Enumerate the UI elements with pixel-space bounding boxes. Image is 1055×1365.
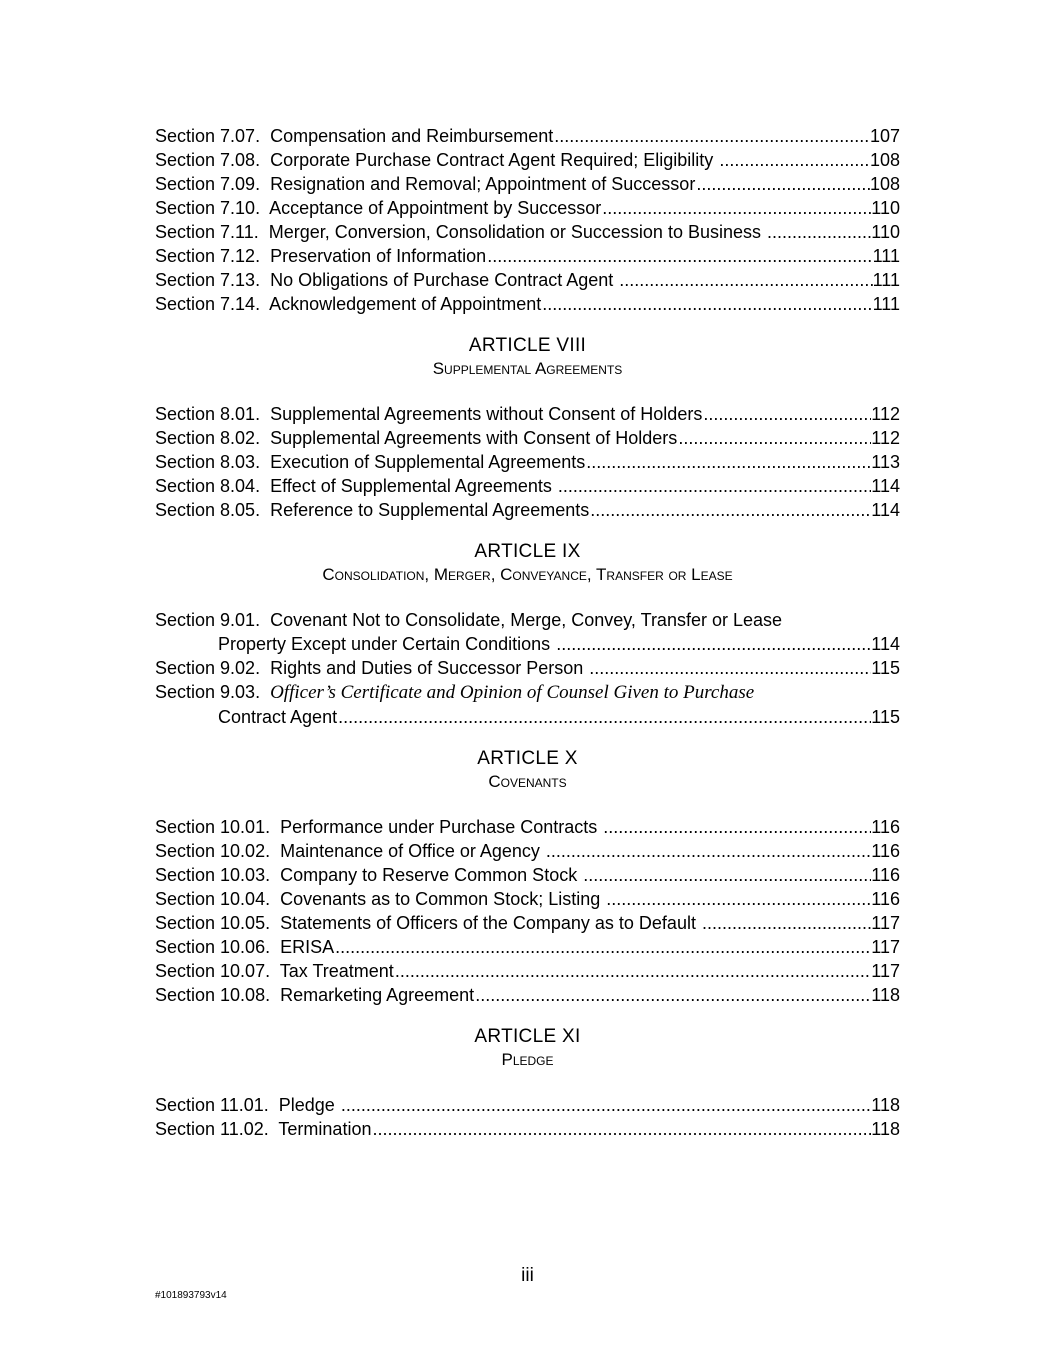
section-title: Section 8.02. Supplemental Agreements with Consent of Holders (155, 428, 678, 448)
section-title: Section 9.02. Rights and Duties of Successor Person (155, 658, 589, 678)
section-title-continued: Property Except under Certain Conditions (218, 634, 556, 654)
article-title: Consolidation, Merger, Conveyance, Transfer or Lease (322, 565, 733, 584)
page-reference: 111 (872, 294, 900, 314)
toc-entry-first-line (155, 608, 900, 632)
dot-leader (719, 148, 870, 172)
page-reference: 114 (871, 476, 900, 496)
section-title: Section 7.07. Compensation and Reimbursement (155, 126, 554, 146)
page-reference: 115 (871, 707, 900, 727)
toc-group (155, 334, 900, 522)
dot-leader (341, 1093, 871, 1117)
page-reference: 116 (871, 865, 900, 885)
toc-entry[interactable] (155, 815, 900, 839)
dot-leader (395, 959, 871, 983)
toc-entry[interactable] (155, 474, 900, 498)
toc-entry[interactable] (155, 656, 900, 680)
section-title: Section 10.03. Company to Reserve Common Stock (155, 865, 583, 885)
section-title: Section 11.01. Pledge (155, 1095, 340, 1115)
section-title: Section 7.13. No Obligations of Purchase Contract Agent (155, 270, 619, 290)
page-reference: 118 (871, 985, 900, 1005)
toc-entry[interactable] (155, 887, 900, 911)
section-title: Section 10.06. ERISA (155, 937, 335, 957)
toc-entry[interactable] (155, 426, 900, 450)
page-reference: 118 (871, 1119, 900, 1139)
page-reference: 110 (871, 198, 900, 218)
article-number: ARTICLE IX (474, 541, 581, 562)
page-number: iii (521, 1265, 534, 1286)
page-reference: 112 (871, 404, 900, 424)
toc-group (155, 124, 900, 316)
page-reference: 115 (871, 658, 900, 678)
dot-leader (487, 244, 872, 268)
page-reference: 116 (871, 889, 900, 909)
dot-leader (619, 268, 872, 292)
section-title: Section 11.02. Termination (155, 1119, 372, 1139)
page-reference: 110 (871, 222, 900, 242)
dot-leader (602, 196, 871, 220)
article-title: Pledge (501, 1050, 554, 1069)
article-heading (155, 540, 900, 586)
section-title: Section 10.07. Tax Treatment (155, 961, 394, 981)
section-title: Section 7.12. Preservation of Information (155, 246, 487, 266)
toc-group (155, 747, 900, 1007)
dot-leader (606, 887, 871, 911)
section-title: Section 8.03. Execution of Supplemental Agreements (155, 452, 586, 472)
dot-leader (586, 450, 871, 474)
toc-entry[interactable] (155, 292, 900, 316)
article-title: Supplemental Agreements (432, 359, 623, 378)
page-reference: 111 (872, 246, 900, 266)
dot-leader (696, 172, 870, 196)
dot-leader (589, 656, 871, 680)
dot-leader (590, 498, 871, 522)
page-reference: 114 (871, 634, 900, 654)
toc-entry[interactable] (155, 124, 900, 148)
toc-entry[interactable] (155, 402, 900, 426)
section-title: Section 10.01. Performance under Purchase Contracts (155, 817, 603, 837)
dot-leader (603, 815, 871, 839)
article-heading (155, 1025, 900, 1071)
dot-leader (583, 863, 871, 887)
page-reference: 117 (871, 913, 900, 933)
toc-entry[interactable] (155, 148, 900, 172)
section-title: Section 7.09. Resignation and Removal; Appointment of Successor (155, 174, 696, 194)
toc-entry[interactable] (155, 1117, 900, 1141)
section-title: Section 10.05. Statements of Officers of the Company as to Default (155, 913, 701, 933)
dot-leader (335, 935, 871, 959)
toc-entry[interactable] (155, 172, 900, 196)
toc-entry[interactable] (155, 196, 900, 220)
toc-entry[interactable] (155, 608, 900, 656)
page-reference: 107 (869, 126, 900, 146)
dot-leader (556, 632, 871, 656)
dot-leader (542, 292, 872, 316)
article-heading (155, 334, 900, 380)
article-heading (155, 747, 900, 793)
dot-leader (702, 911, 871, 935)
section-title: Section 7.14. Acknowledgement of Appointment (155, 294, 542, 314)
section-title-continued: Contract Agent (218, 707, 338, 727)
dot-leader (678, 426, 871, 450)
section-title: Section 8.05. Reference to Supplemental Agreements (155, 500, 590, 520)
dot-leader (338, 705, 871, 729)
page-reference: 108 (869, 150, 900, 170)
article-number: ARTICLE VIII (468, 335, 587, 356)
toc-entry[interactable] (155, 1093, 900, 1117)
toc-group (155, 540, 900, 729)
dot-leader (703, 402, 871, 426)
toc-entry[interactable] (155, 450, 900, 474)
page-reference: 108 (869, 174, 900, 194)
page-reference: 116 (871, 817, 900, 837)
document-id: #101893793v14 (155, 1290, 227, 1301)
section-title: Section 10.08. Remarketing Agreement (155, 985, 475, 1005)
section-title: Section 9.01. Covenant Not to Consolidate, Merge, Convey, Transfer or Lease (155, 610, 783, 630)
toc-entry[interactable] (155, 983, 900, 1007)
section-title: Section 7.10. Acceptance of Appointment by Successor (155, 198, 602, 218)
section-title: Section 7.11. Merger, Conversion, Consolidation or Succession to Business (155, 222, 766, 242)
dot-leader (475, 983, 871, 1007)
toc-entry[interactable] (155, 863, 900, 887)
toc-entry-first-line (155, 680, 900, 705)
section-title: Section 8.01. Supplemental Agreements without Consent of Holders (155, 404, 703, 424)
toc-entry[interactable] (155, 935, 900, 959)
toc-entry[interactable] (155, 959, 900, 983)
article-number: ARTICLE X (477, 748, 578, 769)
page-reference: 111 (872, 270, 900, 290)
section-title: Section 8.04. Effect of Supplemental Agreements (155, 476, 557, 496)
toc-entry[interactable] (155, 680, 900, 729)
section-title-italic: Officer’s Certificate and Opinion of Counsel Given to Purchase (270, 682, 755, 703)
section-title: Section 10.04. Covenants as to Common Stock; Listing (155, 889, 606, 909)
table-of-contents (155, 124, 900, 1141)
article-number: ARTICLE XI (474, 1026, 581, 1047)
toc-entry[interactable] (155, 220, 900, 244)
section-title: Section 7.08. Corporate Purchase Contract Agent Required; Eligibility (155, 150, 719, 170)
page-reference: 114 (871, 500, 900, 520)
page-reference: 117 (871, 961, 900, 981)
page-reference: 117 (871, 937, 900, 957)
dot-leader (558, 474, 871, 498)
toc-group (155, 1025, 900, 1141)
dot-leader (372, 1117, 871, 1141)
toc-entry[interactable] (155, 268, 900, 292)
section-title: Section 10.02. Maintenance of Office or Agency (155, 841, 545, 861)
page-reference: 118 (871, 1095, 900, 1115)
toc-entry[interactable] (155, 498, 900, 522)
toc-entry[interactable] (155, 911, 900, 935)
article-title: Covenants (488, 772, 567, 791)
dot-leader (767, 220, 871, 244)
toc-entry[interactable] (155, 839, 900, 863)
page-reference: 113 (871, 452, 900, 472)
section-number: Section 9.03. (155, 682, 271, 702)
dot-leader (546, 839, 871, 863)
toc-entry[interactable] (155, 244, 900, 268)
dot-leader (554, 124, 870, 148)
page-reference: 116 (871, 841, 900, 861)
page-reference: 112 (871, 428, 900, 448)
